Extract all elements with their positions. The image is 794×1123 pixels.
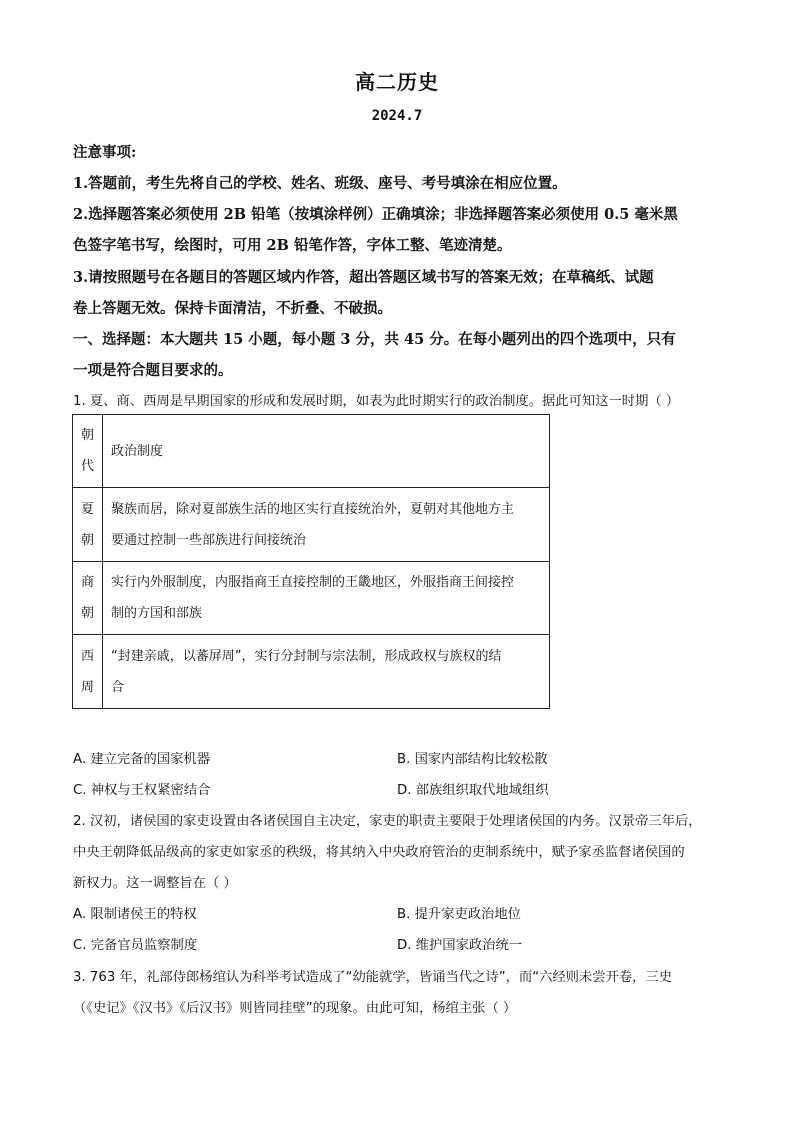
table-header-system: 政治制度 <box>103 415 550 488</box>
question-1-option-c[interactable]: C. 神权与王权紧密结合 <box>73 783 211 798</box>
question-1-table <box>72 414 550 709</box>
exam-title: 高二历史 <box>355 70 439 94</box>
question-1-option-d[interactable]: D. 部族组织取代地域组织 <box>397 783 549 798</box>
notice-item-3-line-1: 3.请按照题号在各题目的答题区域内作答，超出答题区域书写的答案无效；在草稿纸、试题 <box>73 269 654 286</box>
dynasty-char-1: 西 <box>80 648 94 664</box>
section-1-heading-line-2: 一项是符合题目要求的。 <box>73 362 233 379</box>
question-2-option-d[interactable]: D. 维护国家政治统一 <box>397 938 523 953</box>
table-row-dynasty <box>73 635 103 709</box>
section-1-heading-line-1: 一、选择题：本大题共 15 小题，每小题 3 分，共 45 分。在每小题列出的四个选项中，只有 <box>73 331 676 348</box>
table-row <box>73 488 550 562</box>
question-1-stem: 1. 夏、商、西周是早期国家的形成和发展时期，如表为此时期实行的政治制度。据此可知这一时期（ ） <box>73 394 680 409</box>
question-3-stem-line-2: （《史记》《汉书》《后汉书》则皆同挂壁”的现象。由此可知，杨绾主张（ ） <box>73 1001 517 1016</box>
table-row-dynasty <box>73 488 103 562</box>
dynasty-char-2: 周 <box>80 679 94 695</box>
question-2-option-a[interactable]: A. 限制诸侯王的特权 <box>73 907 197 922</box>
exam-date: 2024.7 <box>371 108 423 124</box>
table-header-dynasty-char-2: 代 <box>80 459 94 474</box>
table-row-system <box>103 635 550 709</box>
question-1-option-a[interactable]: A. 建立完备的国家机器 <box>73 752 210 767</box>
question-2-stem-line-2: 中央王朝降低品级高的家吏如家丞的秩级，将其纳入中央政府管治的吏制系统中，赋予家丞监督诸侯国的 <box>73 845 685 860</box>
question-2-option-b[interactable]: B. 提升家吏政治地位 <box>397 907 521 922</box>
system-line-1: “封建亲戚，以蕃屏周”，实行分封制与宗法制，形成政权与族权的结 <box>111 648 502 664</box>
notice-item-2-line-2: 色签字笔书写，绘图时，可用 2B 铅笔作答，字体工整、笔迹清楚。 <box>73 237 512 254</box>
question-1-option-b[interactable]: B. 国家内部结构比较松散 <box>397 752 548 767</box>
table-header-dynasty <box>73 415 103 488</box>
question-2-option-c[interactable]: C. 完备官员监察制度 <box>73 938 198 953</box>
dynasty-char-2: 朝 <box>80 606 94 621</box>
system-line-1: 实行内外服制度，内服指商王直接控制的王畿地区，外服指商王间接控 <box>111 575 515 590</box>
question-2-stem-line-3: 新权力。这一调整旨在（ ） <box>73 876 237 891</box>
system-line-1: 聚族而居，除对夏部族生活的地区实行直接统治外，夏朝对其他地方主 <box>111 501 515 517</box>
question-3-stem-line-1: 3. 763 年，礼部侍郎杨绾认为科举考试造成了“幼能就学，皆诵当代之诗”，而“六经则未尝开卷，三史 <box>73 970 673 985</box>
dynasty-char-2: 朝 <box>80 532 94 548</box>
dynasty-char-1: 夏 <box>80 501 94 517</box>
table-row-system <box>103 562 550 635</box>
table-header-dynasty-char-1: 朝 <box>80 428 94 443</box>
table-header-row <box>73 415 550 488</box>
table-row-system <box>103 488 550 562</box>
notice-heading: 注意事项: <box>73 144 137 161</box>
table-row-dynasty <box>73 562 103 635</box>
notice-item-1: 1.答题前，考生先将自己的学校、姓名、班级、座号、考号填涂在相应位置。 <box>73 175 567 192</box>
question-2-stem-line-1: 2. 汉初，诸侯国的家吏设置由各诸侯国自主决定，家吏的职责主要限于处理诸侯国的内务。汉景帝三年后， <box>73 814 702 829</box>
table-row <box>73 635 550 709</box>
system-line-2: 合 <box>111 679 125 695</box>
system-line-2: 要通过控制一些部族进行间接统治 <box>111 532 307 548</box>
system-line-2: 制的方国和部族 <box>111 606 203 621</box>
notice-item-3-line-2: 卷上答题无效。保持卡面清洁，不折叠、不破损。 <box>73 300 392 317</box>
notice-item-2-line-1: 2.选择题答案必须使用 2B 铅笔（按填涂样例）正确填涂；非选择题答案必须使用 0.5 毫米黑 <box>73 206 678 223</box>
dynasty-char-1: 商 <box>80 575 94 590</box>
table-row <box>73 562 550 635</box>
